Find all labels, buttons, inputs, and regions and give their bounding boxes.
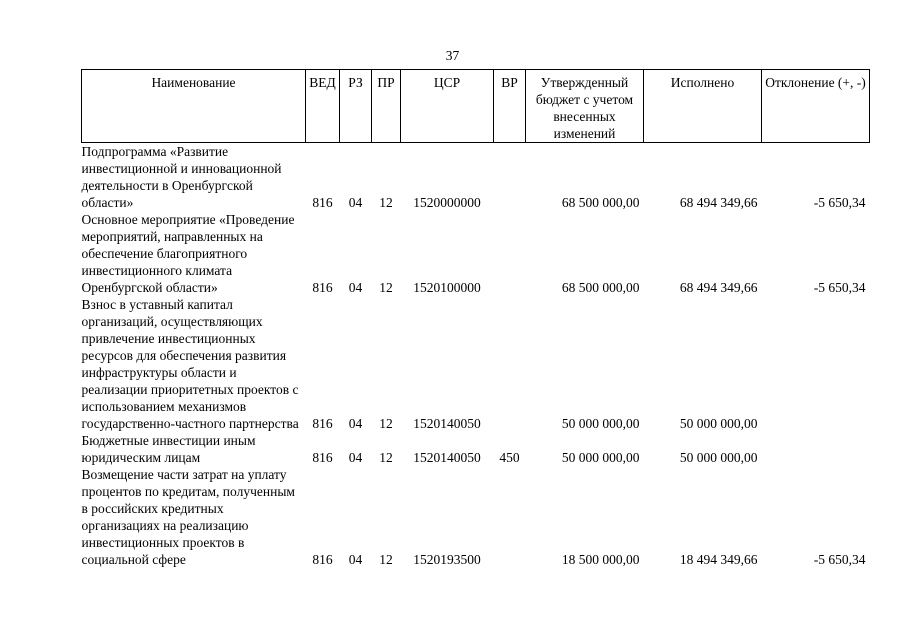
- row-pr: 12: [379, 280, 393, 295]
- table-row: [82, 296, 870, 432]
- row-ved: 816: [312, 552, 333, 567]
- row-approved: 68 500 000,00: [561, 195, 640, 210]
- row-rz: 04: [348, 280, 363, 295]
- row-executed: 50 000 000,00: [679, 450, 758, 465]
- header-executed: Исполнено: [644, 70, 762, 143]
- row-approved: 50 000 000,00: [561, 450, 640, 465]
- header-pr: ПР: [372, 70, 401, 143]
- row-pr: 12: [379, 450, 393, 465]
- row-deviation: [762, 432, 870, 466]
- row-ved: 816: [312, 450, 333, 465]
- row-pr: 12: [379, 552, 393, 567]
- row-deviation: [762, 296, 870, 432]
- row-executed: 68 494 349,66: [679, 280, 758, 295]
- row-csr: 1520100000: [413, 280, 481, 295]
- row-vr: [494, 211, 526, 296]
- row-vr: [494, 296, 526, 432]
- row-deviation: -5 650,34: [813, 280, 866, 295]
- row-approved: 68 500 000,00: [561, 280, 640, 295]
- row-rz: 04: [348, 195, 363, 210]
- row-csr: 1520140050: [413, 416, 481, 431]
- row-rz: 04: [348, 416, 363, 431]
- row-csr: 1520000000: [413, 195, 481, 210]
- row-approved: 18 500 000,00: [561, 552, 640, 567]
- header-approved: Утвержденный бюджет с учетом внесенных изменений: [526, 70, 644, 143]
- page-number: 37: [445, 48, 460, 63]
- table-row: [82, 143, 870, 212]
- row-vr: 450: [499, 450, 520, 465]
- header-vr: ВР: [494, 70, 526, 143]
- row-pr: 12: [379, 195, 393, 210]
- row-executed: 18 494 349,66: [679, 552, 758, 567]
- header-name: Наименование: [82, 70, 306, 143]
- row-vr: [494, 143, 526, 212]
- table-row: [82, 466, 870, 568]
- row-deviation: -5 650,34: [813, 195, 866, 210]
- header-row: [82, 70, 870, 143]
- header-deviation: Отклонение (+, -): [762, 70, 870, 143]
- header-ved: ВЕД: [306, 70, 340, 143]
- row-csr: 1520193500: [413, 552, 481, 567]
- budget-table: [81, 69, 870, 568]
- row-csr: 1520140050: [413, 450, 481, 465]
- row-executed: 68 494 349,66: [679, 195, 758, 210]
- row-pr: 12: [379, 416, 393, 431]
- row-deviation: -5 650,34: [813, 552, 866, 567]
- header-rz: РЗ: [340, 70, 372, 143]
- row-name: Основное мероприятие «Проведение мероприятий, направленных на обеспечение благоприятного инвестиционного климата Оренбургской области»: [81, 212, 295, 295]
- row-ved: 816: [312, 195, 333, 210]
- header-csr: ЦСР: [401, 70, 494, 143]
- row-ved: 816: [312, 416, 333, 431]
- row-name: Взнос в уставный капитал организаций, осуществляющих привлечение инвестиционных ресурсов для обеспечения развития инфраструктуры области и реализации приоритетных проектов с использованием механизмов государственно-частного партнерства: [81, 297, 299, 431]
- row-name: Подпрограмма «Развитие инвестиционной и инновационной деятельности в Оренбургской области»: [81, 144, 282, 210]
- row-name: Бюджетные инвестиции иным юридическим лицам: [81, 433, 256, 465]
- row-approved: 50 000 000,00: [561, 416, 640, 431]
- row-rz: 04: [348, 450, 363, 465]
- row-vr: [494, 466, 526, 568]
- row-rz: 04: [348, 552, 363, 567]
- row-ved: 816: [312, 280, 333, 295]
- row-name: Возмещение части затрат на уплату процентов по кредитам, полученным в российских кредитных организациях на реализацию инвестиционных проектов в социальной сфере: [81, 467, 295, 567]
- table-row: [82, 432, 870, 466]
- row-executed: 50 000 000,00: [679, 416, 758, 431]
- table-row: [82, 211, 870, 296]
